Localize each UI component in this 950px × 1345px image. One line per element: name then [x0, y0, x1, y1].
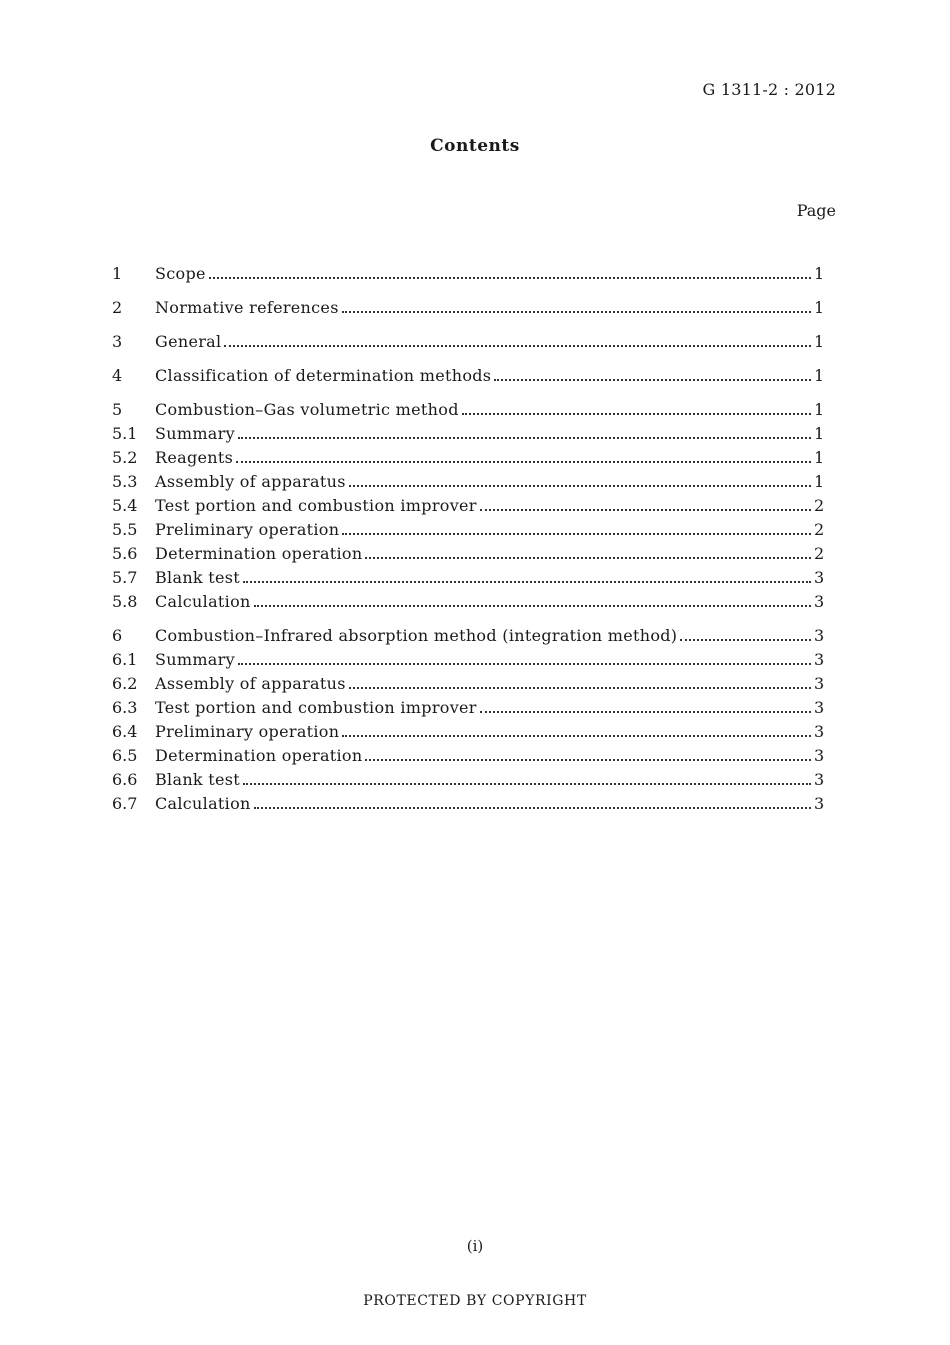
toc-section-number: 5 — [112, 400, 123, 419]
toc-entry-title: Classification of determination methods — [155, 366, 492, 385]
toc-page-number: 1 — [814, 400, 825, 419]
toc-entry-title: Reagents — [155, 448, 234, 467]
copyright-notice: PROTECTED BY COPYRIGHT — [363, 1293, 587, 1309]
toc-section-number: 5.3 — [112, 472, 138, 491]
toc-entry-title: Assembly of apparatus — [155, 472, 346, 491]
toc-page-number: 3 — [814, 568, 825, 587]
toc-entry-title: Combustion–Infrared absorption method (integration method) — [155, 626, 678, 645]
toc-dot-leader — [342, 311, 811, 313]
toc-entry[interactable] — [112, 542, 824, 566]
toc-section-number: 3 — [112, 332, 123, 351]
toc-entry[interactable] — [112, 696, 824, 720]
toc-page-number: 2 — [814, 496, 825, 515]
toc-page-number: 1 — [814, 298, 825, 317]
toc-entry-title: Assembly of apparatus — [155, 674, 346, 693]
toc-dot-leader — [365, 759, 811, 761]
toc-dot-leader — [349, 687, 811, 689]
toc-dot-leader — [480, 509, 811, 511]
toc-entry[interactable] — [112, 364, 824, 388]
toc-dot-leader — [254, 605, 811, 607]
toc-entry-title: Test portion and combustion improver — [155, 698, 477, 717]
toc-page-number: 1 — [814, 424, 825, 443]
toc-entry[interactable] — [112, 566, 824, 590]
toc-dot-leader — [494, 379, 811, 381]
toc-section-number: 6 — [112, 626, 123, 645]
toc-entry-title: Preliminary operation — [155, 722, 340, 741]
toc-page-number: 2 — [814, 544, 825, 563]
toc-section-number: 6.7 — [112, 794, 138, 813]
toc-entry[interactable] — [112, 648, 824, 672]
toc-page-number: 3 — [814, 770, 825, 789]
toc-page-number: 1 — [814, 448, 825, 467]
toc-entry-title: Scope — [155, 264, 206, 283]
toc-section-number: 1 — [112, 264, 123, 283]
document-id: G 1311-2 : 2012 — [702, 80, 836, 99]
toc-entry-title: General — [155, 332, 222, 351]
toc-section-number: 6.5 — [112, 746, 138, 765]
toc-dot-leader — [254, 807, 811, 809]
toc-entry[interactable] — [112, 398, 824, 422]
toc-section-number: 6.1 — [112, 650, 138, 669]
toc-entry[interactable] — [112, 494, 824, 518]
toc-dot-leader — [224, 345, 811, 347]
toc-entry[interactable] — [112, 296, 824, 320]
toc-entry[interactable] — [112, 518, 824, 542]
toc-page-number: 3 — [814, 592, 825, 611]
toc-entry-title: Summary — [155, 424, 235, 443]
toc-page-number: 3 — [814, 794, 825, 813]
toc-entry[interactable] — [112, 422, 824, 446]
toc-section-number: 4 — [112, 366, 123, 385]
toc-section-number: 6.6 — [112, 770, 138, 789]
toc-entry[interactable] — [112, 330, 824, 354]
toc-section-number: 5.2 — [112, 448, 138, 467]
toc-entry[interactable] — [112, 590, 824, 614]
toc-entry[interactable] — [112, 792, 824, 816]
toc-page-number: 2 — [814, 520, 825, 539]
toc-dot-leader — [238, 663, 811, 665]
toc-entry[interactable] — [112, 470, 824, 494]
toc-dot-leader — [236, 461, 811, 463]
toc-page-number: 3 — [814, 626, 825, 645]
toc-section-number: 6.4 — [112, 722, 138, 741]
toc-entry-title: Summary — [155, 650, 235, 669]
toc-entry[interactable] — [112, 744, 824, 768]
toc-section-number: 5.1 — [112, 424, 138, 443]
toc-entry-title: Normative references — [155, 298, 339, 317]
toc-page-number: 3 — [814, 698, 825, 717]
page-title: Contents — [430, 136, 520, 156]
toc-page-number: 1 — [814, 366, 825, 385]
toc-dot-leader — [365, 557, 811, 559]
page-folio: (i) — [466, 1237, 484, 1255]
toc-entry-title: Test portion and combustion improver — [155, 496, 477, 515]
toc-entry-title: Calculation — [155, 794, 251, 813]
toc-page-number: 1 — [814, 264, 825, 283]
table-of-contents — [112, 262, 824, 816]
toc-page-number: 3 — [814, 674, 825, 693]
toc-page-number: 3 — [814, 650, 825, 669]
toc-entry-title: Determination operation — [155, 746, 363, 765]
toc-entry[interactable] — [112, 624, 824, 648]
toc-entry-title: Combustion–Gas volumetric method — [155, 400, 459, 419]
toc-dot-leader — [238, 437, 811, 439]
toc-entry-title: Determination operation — [155, 544, 363, 563]
toc-dot-leader — [480, 711, 811, 713]
toc-entry[interactable] — [112, 672, 824, 696]
toc-entry-title: Calculation — [155, 592, 251, 611]
toc-dot-leader — [243, 783, 811, 785]
toc-dot-leader — [680, 639, 811, 641]
toc-dot-leader — [349, 485, 811, 487]
toc-section-number: 5.6 — [112, 544, 138, 563]
toc-entry-title: Blank test — [155, 770, 241, 789]
toc-page-number: 3 — [814, 746, 825, 765]
toc-dot-leader — [209, 277, 811, 279]
toc-page-number: 1 — [814, 332, 825, 351]
toc-entry[interactable] — [112, 720, 824, 744]
toc-page-number: 3 — [814, 722, 825, 741]
toc-section-number: 2 — [112, 298, 123, 317]
toc-dot-leader — [243, 581, 811, 583]
toc-entry[interactable] — [112, 446, 824, 470]
toc-entry[interactable] — [112, 262, 824, 286]
toc-section-number: 5.5 — [112, 520, 138, 539]
toc-dot-leader — [462, 413, 811, 415]
toc-section-number: 6.2 — [112, 674, 138, 693]
toc-entry-title: Blank test — [155, 568, 241, 587]
toc-dot-leader — [342, 533, 811, 535]
toc-entry-title: Preliminary operation — [155, 520, 340, 539]
toc-entry[interactable] — [112, 768, 824, 792]
page-column-header: Page — [796, 201, 836, 220]
toc-section-number: 5.4 — [112, 496, 138, 515]
toc-section-number: 6.3 — [112, 698, 138, 717]
toc-page-number: 1 — [814, 472, 825, 491]
toc-section-number: 5.7 — [112, 568, 138, 587]
toc-dot-leader — [342, 735, 811, 737]
toc-section-number: 5.8 — [112, 592, 138, 611]
